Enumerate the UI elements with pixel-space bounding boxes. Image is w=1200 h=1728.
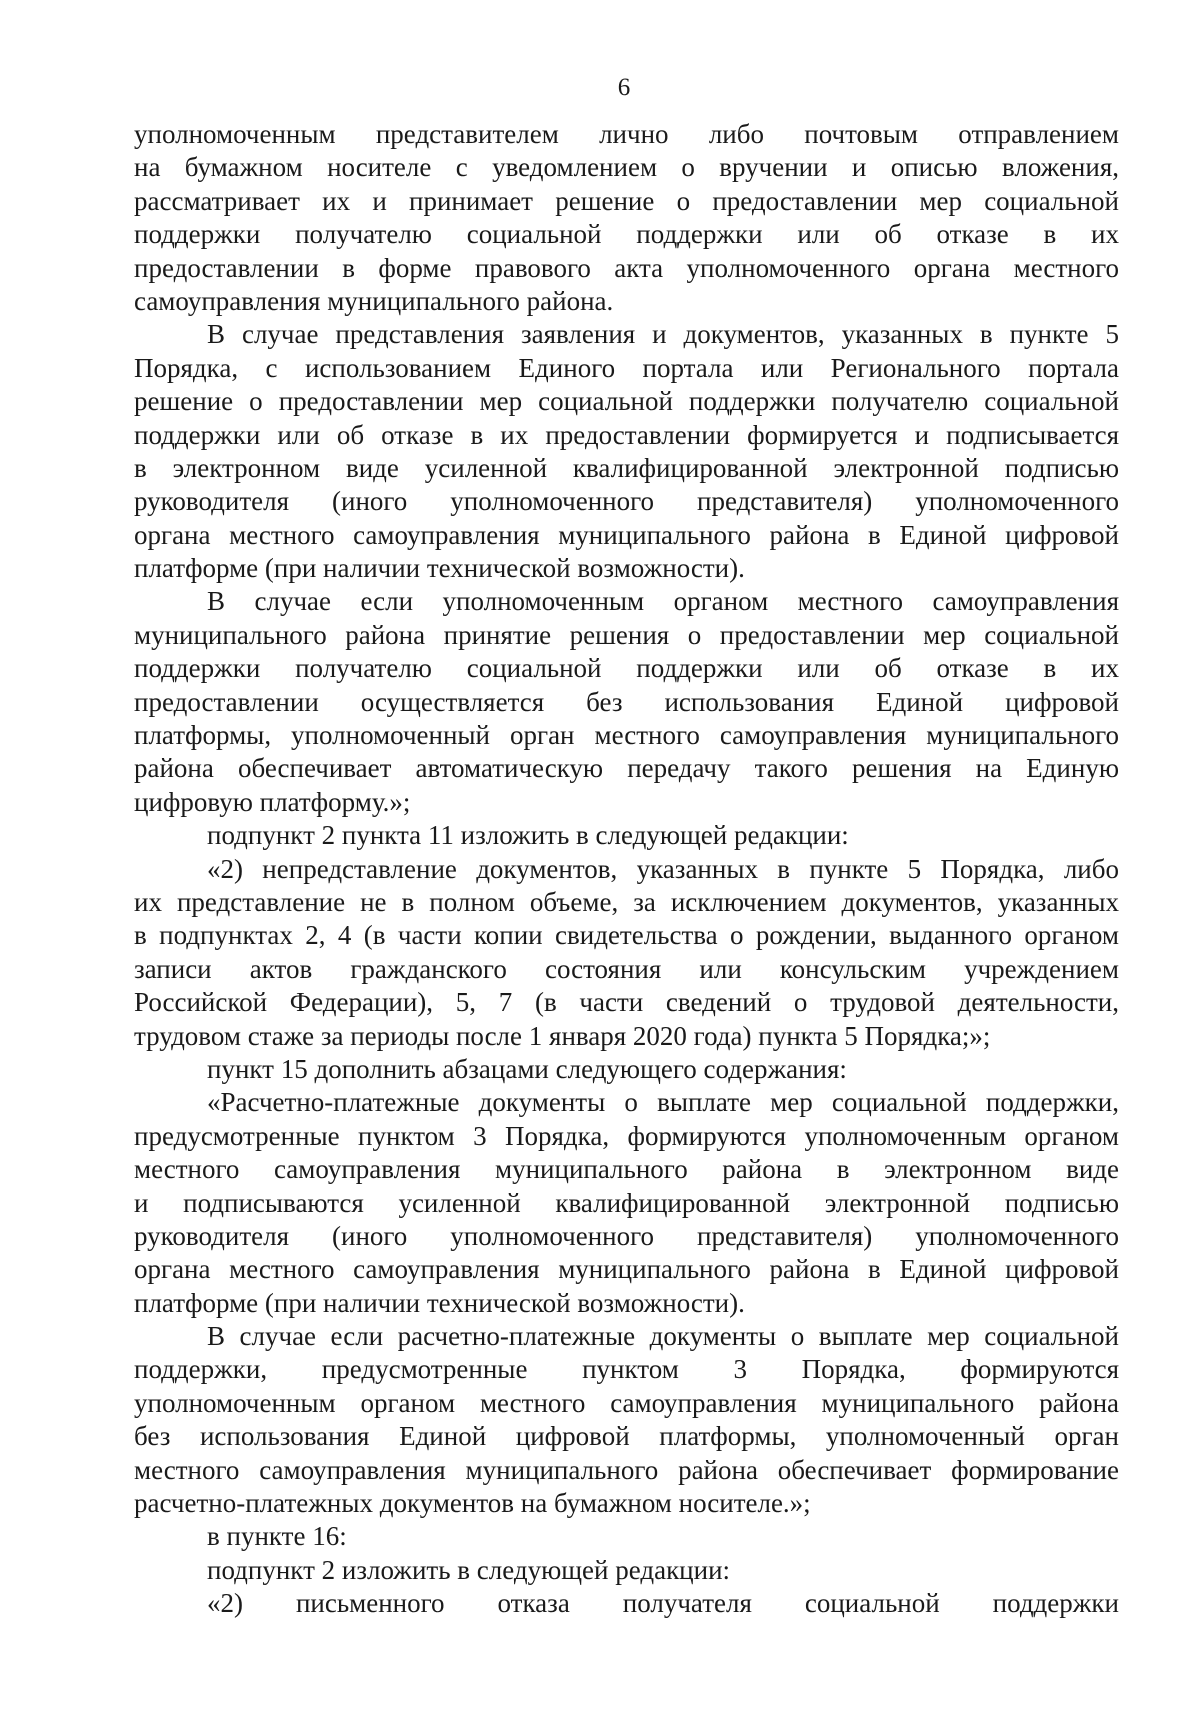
- text-line: В случае представления заявления и документов, указанных в пункте 5: [207, 319, 1119, 350]
- text-line: пункт 15 дополнить абзацами следующего содержания:: [207, 1053, 847, 1084]
- text-line: и подписываются усиленной квалифицированной электронной подписью: [134, 1187, 1119, 1218]
- text-line: уполномоченным органом местного самоуправления муниципального района: [134, 1387, 1119, 1418]
- text-line: в подпунктах 2, 4 (в части копии свидетельства о рождении, выданного органом: [134, 920, 1119, 951]
- text-line: руководителя (иного уполномоченного представителя) уполномоченного: [134, 1220, 1119, 1251]
- text-line: «2) непредставление документов, указанных в пункте 5 Порядка, либо: [207, 853, 1119, 884]
- text-line: руководителя (иного уполномоченного представителя) уполномоченного: [134, 486, 1119, 517]
- text-line: органа местного самоуправления муниципального района в Единой цифровой: [134, 519, 1119, 550]
- text-line: органа местного самоуправления муниципального района в Единой цифровой: [134, 1254, 1119, 1285]
- text-line: платформы, уполномоченный орган местного самоуправления муниципального: [134, 720, 1119, 751]
- text-line: платформе (при наличии технической возможности).: [134, 1287, 745, 1318]
- text-line: их представление не в полном объеме, за исключением документов, указанных: [134, 886, 1119, 917]
- text-line: «2) письменного отказа получателя социальной поддержки: [207, 1588, 1119, 1619]
- text-line: без использования Единой цифровой платформы, уполномоченный орган: [134, 1421, 1119, 1452]
- text-line: платформе (при наличии технической возможности).: [134, 553, 745, 584]
- page-number: 6: [617, 74, 631, 101]
- text-line: поддержки, предусмотренные пунктом 3 Порядка, формируются: [134, 1354, 1119, 1385]
- text-line: подпункт 2 изложить в следующей редакции:: [207, 1554, 731, 1585]
- text-line: предоставлении в форме правового акта уполномоченного органа местного: [134, 252, 1119, 283]
- text-line: «Расчетно-платежные документы о выплате мер социальной поддержки,: [207, 1087, 1119, 1118]
- text-line: поддержки получателю социальной поддержки или об отказе в их: [134, 219, 1119, 250]
- text-line: В случае если уполномоченным органом местного самоуправления: [207, 586, 1119, 617]
- text-line: на бумажном носителе с уведомлением о вручении и описью вложения,: [134, 152, 1119, 183]
- text-line: местного самоуправления муниципального района обеспечивает формирование: [134, 1454, 1119, 1485]
- text-line: Российской Федерации), 5, 7 (в части сведений о трудовой деятельности,: [134, 987, 1119, 1018]
- document-body: [134, 118, 1119, 1621]
- text-line: предоставлении осуществляется без использования Единой цифровой: [134, 686, 1119, 717]
- text-line: подпункт 2 пункта 11 изложить в следующей редакции:: [207, 820, 849, 851]
- text-line: в электронном виде усиленной квалифицированной электронной подписью: [134, 452, 1119, 483]
- text-line: предусмотренные пунктом 3 Порядка, формируются уполномоченным органом: [134, 1120, 1119, 1151]
- text-line: Порядка, с использованием Единого портала или Регионального портала: [134, 352, 1119, 383]
- text-line: в пункте 16:: [207, 1521, 347, 1552]
- text-line: местного самоуправления муниципального района в электронном виде: [134, 1154, 1119, 1185]
- text-line: самоуправления муниципального района.: [134, 285, 614, 316]
- text-line: рассматривает их и принимает решение о предоставлении мер социальной: [134, 185, 1119, 216]
- text-line: поддержки или об отказе в их предоставлении формируется и подписывается: [134, 419, 1119, 450]
- text-line: решение о предоставлении мер социальной поддержки получателю социальной: [134, 386, 1119, 417]
- text-line: В случае если расчетно-платежные документы о выплате мер социальной: [207, 1321, 1119, 1352]
- text-line: муниципального района принятие решения о предоставлении мер социальной: [134, 619, 1119, 650]
- text-line: трудовом стаже за периоды после 1 января 2020 года) пункта 5 Порядка;»;: [134, 1020, 991, 1051]
- text-line: поддержки получателю социальной поддержки или об отказе в их: [134, 653, 1119, 684]
- text-line: записи актов гражданского состояния или консульским учреждением: [134, 953, 1119, 984]
- text-line: цифровую платформу.»;: [134, 786, 411, 817]
- text-line: района обеспечивает автоматическую передачу такого решения на Единую: [134, 753, 1119, 784]
- text-line: расчетно-платежных документов на бумажном носителе.»;: [134, 1488, 811, 1519]
- text-line: уполномоченным представителем лично либо почтовым отправлением: [134, 119, 1119, 149]
